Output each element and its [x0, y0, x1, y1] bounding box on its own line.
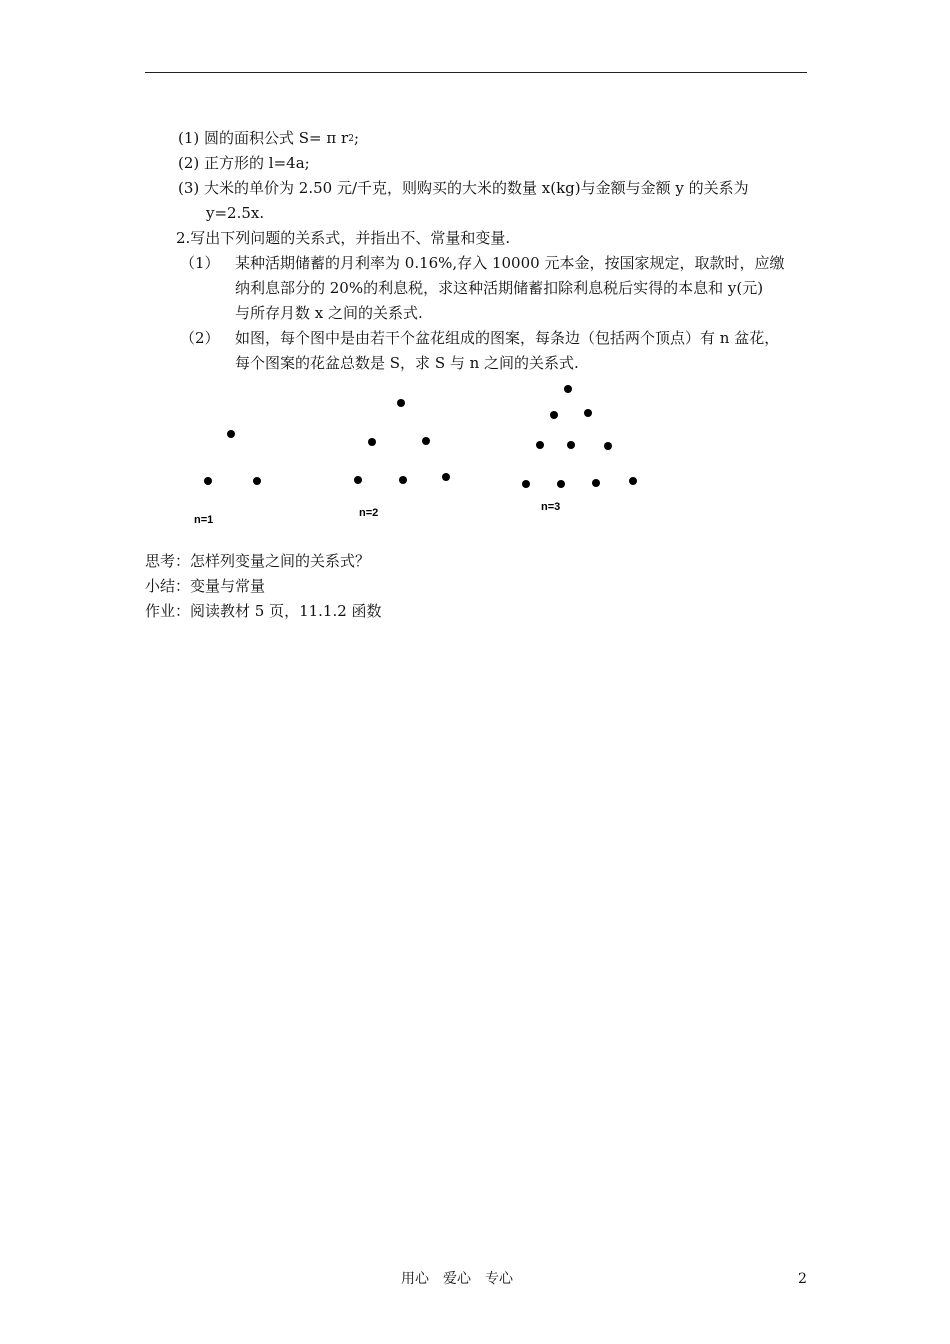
page-number: 2 [798, 1271, 807, 1287]
pot-dot [397, 399, 405, 407]
footer-motto: 用心 爱心 专心 [401, 1271, 513, 1287]
circle-area-semicolon: ; [353, 129, 359, 147]
pot-dot [522, 480, 530, 488]
pot-dot [253, 477, 261, 485]
pot-dot [592, 479, 600, 487]
subquestion-2-line-2: 每个图案的花盆总数是 S，求 S 与 n 之间的关系式. [235, 354, 579, 372]
pot-dot [536, 441, 544, 449]
item-rice-price: (3) 大米的单价为 2.50 元/千克，则购买的大米的数量 x(kg)与金额与金额 y 的关系为 [178, 179, 749, 197]
item-rice-formula: y=2.5x. [206, 204, 265, 222]
circle-area-text: (1) 圆的面积公式 S= π r [178, 129, 349, 147]
question-2-heading: 2.写出下列问题的关系式，并指出不、常量和变量. [176, 229, 511, 247]
caption-n1: n=1 [194, 514, 214, 526]
pot-dot [227, 430, 235, 438]
item-square-perimeter: (2) 正方形的 l=4a; [178, 154, 310, 172]
caption-n2: n=2 [359, 507, 379, 519]
subquestion-1-number: （1） [180, 254, 220, 272]
pot-dot [557, 480, 565, 488]
think-line: 思考：怎样列变量之间的关系式？ [145, 552, 371, 570]
pot-dot [604, 442, 612, 450]
pot-dot [399, 476, 407, 484]
flowerpot-pattern-figure [180, 378, 670, 528]
pot-dot [442, 473, 450, 481]
subquestion-2-number: （2） [180, 329, 220, 347]
subquestion-1-line-3: 与所存月数 x 之间的关系式. [235, 304, 423, 322]
subquestion-1-line-2: 纳利息部分的 20%的利息税，求这种活期储蓄扣除利息税后实得的本息和 y(元) [235, 279, 764, 297]
summary-line: 小结：变量与常量 [145, 577, 266, 595]
pot-dot [368, 438, 376, 446]
pot-dot [567, 441, 575, 449]
subquestion-1-line-1: 某种活期储蓄的月利率为 0.16%,存入 10000 元本金，按国家规定，取款时，应缴 [235, 254, 785, 272]
pot-dot [422, 437, 430, 445]
pot-dot [354, 476, 362, 484]
pot-dot [204, 477, 212, 485]
caption-n3: n=3 [541, 501, 561, 513]
pot-dot [550, 411, 558, 419]
pot-dot [564, 385, 572, 393]
pot-dot [629, 477, 637, 485]
homework-line: 作业：阅读教材 5 页，11.1.2 函数 [145, 602, 382, 620]
superscript-2: 2 [348, 134, 354, 144]
header-rule [145, 72, 807, 73]
subquestion-2-line-1: 如图，每个图中是由若干个盆花组成的图案，每条边（包括两个顶点）有 n 盆花， [235, 329, 780, 347]
item-circle-area [178, 128, 359, 151]
pot-dot [584, 409, 592, 417]
